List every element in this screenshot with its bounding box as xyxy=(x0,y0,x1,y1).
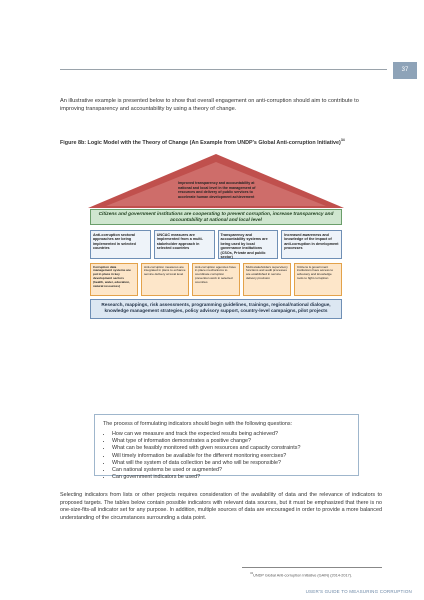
page-number: 37 xyxy=(393,62,417,79)
header-rule xyxy=(60,69,387,70)
outcome-box: Transparency and accountability systems are being used by local governance institutions (CSOs, Private and public sector) xyxy=(218,230,279,259)
footnote-text: UNDP Global Anti-corruption Initiative (GAIN) (2014-2017). xyxy=(253,573,353,578)
output-box: Anti-corruption measures are integrated in plans to enhance service delivery at local level xyxy=(141,263,189,296)
footnote-ref: 34 xyxy=(250,571,254,575)
running-footer: USER'S GUIDE TO MEASURING CORRUPTION xyxy=(305,589,412,594)
outcome-box: UNCAC measures are implemented from a multi-stakeholder approach in selected countries xyxy=(154,230,215,259)
footnote xyxy=(250,571,390,577)
impact-statement: Improved transparency and accountability at national and local level in the management of resources and delivery of public services to accelerate human development achievement xyxy=(178,181,256,199)
body-paragraph: Selecting indicators from lists or other projects requires consideration of the availability of data and the relevance of indicators to proposed targets. The tables below contain possible indicators with relevant data sources, but it must be emphasized that there is no one-size-fits-all indicator set for any purpose. In addition, multiple sources of data are encouraged in order to provide a more balanced understanding of the circumstances surrounding a data point. xyxy=(60,492,382,521)
outcome-box: Anti-corruption sectoral approaches are being implemented in selected countries xyxy=(90,230,151,259)
figure-caption xyxy=(60,138,390,146)
figure-caption-text: Figure 8b: Logic Model with the Theory of Change (An Example from UNDP's Global Anti-corruption Initiative) xyxy=(60,139,341,146)
question-item: • What type of information demonstrates a positive change? xyxy=(112,438,350,445)
output-box: Corruption data management systems are put in place in key development sectors (health, water, education, natural resources) xyxy=(90,263,138,296)
outcome-box: Increased awareness and knowledge of the impact of anti-corruption in development processes xyxy=(281,230,342,259)
figure-caption-ref: 34 xyxy=(340,138,345,142)
question-item: • How can we measure and track the expected results being achieved? xyxy=(112,431,350,438)
outcome-band: Citizens and government institutions are cooperating to prevent corruption, increase transparency and accountability at national and local level xyxy=(90,209,342,225)
question-item: • Can national systems be used or augmented? xyxy=(112,467,350,474)
questions-lead: The process of formulating indicators should begin with the following questions: xyxy=(103,421,293,427)
question-item: • Will timely information be available for the different monitoring exercises? xyxy=(112,453,350,460)
footnote-rule xyxy=(242,567,382,568)
outputs-row xyxy=(90,263,342,296)
question-item: • What can be feasibly monitored with given resources and capacity constraints? xyxy=(112,445,350,452)
output-box: Anti-corruption agencies have in place mechanisms to coordinate corruption prevention work in selected countries xyxy=(192,263,240,296)
output-box: Multi-stakeholders supervisory functions and audit processes are established in service delivery provision xyxy=(243,263,291,296)
activities-band: Research, mappings, risk assessments, programming guidelines, trainings, regional/national dialogue, knowledge management strategies, policy advisory support, country-level campaigns, pilot projects xyxy=(90,299,342,319)
questions-list xyxy=(103,431,350,481)
question-item: • What will the system of data collection be and who will be responsible? xyxy=(112,460,350,467)
logic-model-figure xyxy=(86,152,346,313)
question-item: • Can government indicators be used? xyxy=(112,474,350,481)
intro-paragraph: An illustrative example is presented below to show that overall engagement on anti-corruption should aim to contribute to improving transparency and accountability by using a theory of change. xyxy=(60,98,359,112)
questions-box xyxy=(94,414,359,481)
outcomes-row xyxy=(90,230,342,259)
output-box: Citizens & government institutions have access to advocacy and knowledge tools to fight corruption xyxy=(294,263,342,296)
